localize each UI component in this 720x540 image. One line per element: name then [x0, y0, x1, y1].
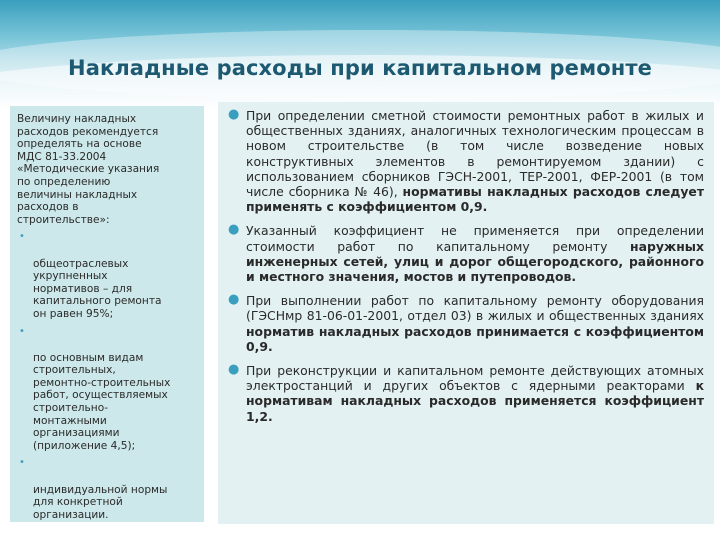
right-item-bold-text: наружных инженерных сетей, улиц и дорог общегородского, районного и местного значения, мостов и путепроводов.	[246, 238, 704, 285]
bullet-icon: •	[19, 325, 25, 337]
left-list-item	[17, 232, 198, 320]
left-intro-text: Величину накладных расходов рекомендуется определять на основе МДС 81-33.2004 «Методические указания по определению величины накладных расходов в строительстве»:	[17, 113, 160, 226]
left-text-panel	[10, 106, 204, 522]
right-list-item	[228, 363, 704, 424]
bullet-icon: ●	[228, 362, 240, 378]
left-list-item-text: индивидуальной нормы для конкретной организации.	[33, 483, 168, 521]
bullet-icon: ●	[228, 107, 240, 122]
right-list-item	[228, 223, 704, 284]
right-item-text: Указанный коэффициент не применяется при определении стоимости работ по капитальному ремонту	[246, 223, 704, 254]
right-item-bold-text: к нормативам накладных расходов применяется коэффициент 1,2.	[246, 378, 704, 424]
bullet-icon: •	[19, 231, 25, 243]
bullet-icon: ●	[228, 292, 240, 308]
slide-title: Накладные расходы при капитальном ремонте	[68, 56, 652, 80]
left-list-item	[17, 327, 198, 453]
right-bullet-list	[228, 108, 704, 424]
right-item-text: При реконструкции и капитальном ремонте действующих атомных электростанций и других объектов с ядерными реакторами	[246, 363, 704, 394]
right-item-text: При выполнении работ по капитальному ремонту оборудования (ГЭСНмр 81-06-01-2001, отдел 03) в жилых и общественных зданиях	[246, 293, 704, 324]
right-text-panel	[218, 102, 714, 524]
right-item-bold-text: норматив накладных расходов принимается с коэффициентом 0,9.	[246, 323, 704, 354]
bullet-icon: •	[19, 457, 25, 469]
right-list-item	[228, 108, 704, 214]
right-item-bold-text: нормативы накладных расходов следует применять с коэффициентом 0,9.	[246, 184, 704, 215]
left-list-item-text: общеотраслевых укрупненных нормативов – для капитального ремонта он равен 95%;	[33, 257, 162, 320]
bullet-icon: ●	[228, 222, 240, 238]
left-bullet-list	[17, 232, 198, 521]
left-list-item-text: по основным видам строительных, ремонтно-строительных работ, осуществляемых строительно- монтажными организациями (приложение 4,5);	[33, 351, 171, 452]
left-list-item	[17, 458, 198, 521]
right-list-item	[228, 293, 704, 354]
right-item-text: При определении сметной стоимости ремонтных работ в жилых и общественных зданиях, аналогичных технологическим процессам в новом строительстве (в том числе возведение новых конструктивных элементов в ремонтируемом здании) с использованием сборников ГЭСН-2001, ТЕР-2001, ФЕР-2001 (в том числе сборника № 46),	[246, 108, 704, 200]
